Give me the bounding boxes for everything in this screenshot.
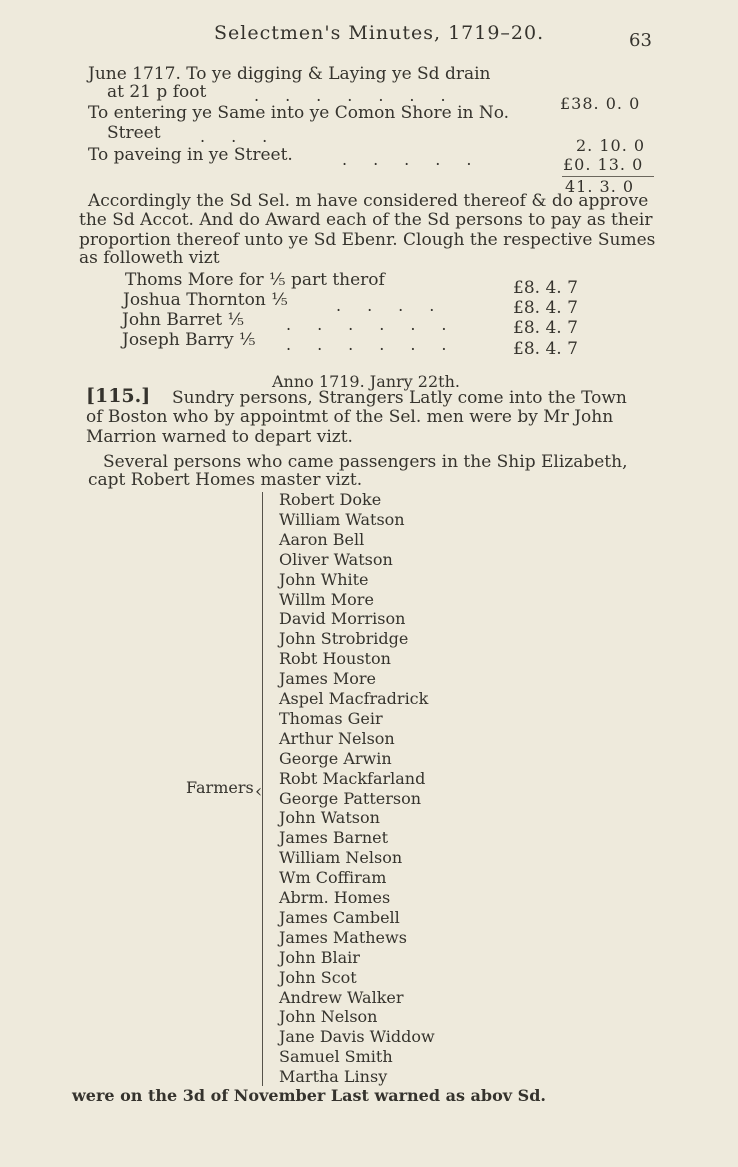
farmers-label: Farmers — [186, 778, 254, 797]
dot-leader: .... — [336, 296, 461, 315]
farmer-name: John Scot — [279, 967, 357, 987]
award-line-3: proportion thereof unto ye Sd Ebenr. Clough the respective Sumes — [79, 230, 656, 250]
farmer-name: Aspel Macfradrick — [279, 689, 429, 708]
entry-line-2: of Boston who by appointmt of the Sel. men were by Mr John — [86, 407, 614, 427]
entry-number: [115.] — [86, 385, 151, 407]
farmer-name: Oliver Watson — [279, 549, 393, 569]
account-line-1: June 1717. To ye digging & Laying ye Sd drain — [88, 64, 491, 84]
farmers-bracket — [262, 492, 271, 1086]
share-name-1: Thoms More for ⅕ part therof — [125, 270, 385, 290]
farmer-name: John Nelson — [279, 1007, 378, 1027]
account-line-2: To entering ye Same into ye Comon Shore in No. — [88, 103, 510, 123]
farmer-name: James Cambell — [279, 907, 400, 927]
farmer-name: David Morrison — [279, 609, 406, 629]
farmer-name: Samuel Smith — [279, 1047, 393, 1067]
award-line-2: the Sd Accot. And do Award each of the Sd persons to pay as their — [79, 210, 653, 230]
farmer-name: George Arwin — [279, 748, 392, 768]
farmer-name: Robt Mackfarland — [279, 768, 426, 788]
bracket-point: ‹ — [255, 781, 263, 802]
ship-line-1: Several persons who came passengers in the Ship Elizabeth, — [103, 452, 628, 472]
share-name-2: Joshua Thornton ⅕ — [123, 290, 288, 310]
farmer-name: Thomas Geir — [279, 708, 383, 728]
farmer-name: James More — [279, 669, 377, 689]
farmer-name: George Patterson — [279, 788, 422, 808]
account-line-1b: at 21 p foot — [107, 82, 207, 102]
ship-line-2: capt Robert Homes master vizt. — [88, 470, 363, 490]
entry-line-3: Marrion warned to depart vizt. — [86, 427, 353, 447]
account-total: 41. 3. 0 — [565, 177, 635, 196]
account-amount-2: 2. 10. 0 — [576, 136, 646, 155]
farmer-name: John Strobridge — [279, 629, 409, 649]
farmer-name: Andrew Walker — [279, 987, 404, 1007]
farmer-name: Willm More — [279, 589, 374, 609]
dot-leader: ...... — [286, 315, 473, 334]
farmer-name: Jane Davis Widdow — [279, 1027, 435, 1047]
farmer-name: Robt Houston — [279, 649, 391, 669]
farmer-name: William Watson — [279, 509, 405, 529]
farmer-name: Abrm. Homes — [279, 888, 391, 907]
farmer-name: William Nelson — [279, 848, 403, 868]
farmer-name: Robert Doke — [279, 490, 382, 509]
share-amount-4: £8. 4. 7 — [513, 339, 578, 359]
share-name-4: Joseph Barry ⅕ — [122, 330, 256, 350]
anno-date: Anno 1719. Janry 22th. — [272, 372, 460, 391]
farmer-name: Arthur Nelson — [279, 728, 395, 748]
account-line-3: To paveing in ye Street. — [88, 145, 293, 165]
farmer-name: James Barnet — [279, 828, 389, 848]
share-amount-3: £8. 4. 7 — [513, 318, 578, 338]
dot-leader: ..... — [342, 150, 498, 169]
award-line-4: as followeth vizt — [79, 248, 220, 268]
farmer-name: John Watson — [279, 808, 380, 828]
account-amount-1: £38. 0. 0 — [560, 94, 641, 113]
page-number: 63 — [629, 30, 652, 51]
farmer-name: John Blair — [279, 947, 360, 967]
dot-leader: ....... — [254, 86, 472, 105]
share-amount-1: £8. 4. 7 — [513, 278, 578, 298]
farmer-name: Aaron Bell — [279, 529, 365, 549]
running-header: Selectmen's Minutes, 1719–20. — [214, 22, 545, 44]
award-line-1: Accordingly the Sd Sel. m have considered thereof & do approve — [88, 191, 649, 211]
farmer-name: Martha Linsy — [279, 1067, 388, 1087]
account-amount-3: £0. 13. 0 — [563, 155, 644, 174]
dot-leader: ...... — [286, 335, 473, 354]
share-amount-2: £8. 4. 7 — [513, 298, 578, 318]
farmer-name: Wm Coffiram — [279, 868, 387, 888]
entry-line-1: Sundry persons, Strangers Latly come into the Town — [172, 388, 627, 408]
farmer-name: John White — [279, 569, 369, 589]
footer-line: were on the 3d of November Last warned as abov Sd. — [72, 1086, 546, 1105]
dot-leader: ... — [200, 127, 294, 146]
farmer-name: James Mathews — [279, 927, 407, 947]
share-name-3: John Barret ⅕ — [122, 310, 245, 330]
account-line-2b: Street — [107, 123, 161, 143]
